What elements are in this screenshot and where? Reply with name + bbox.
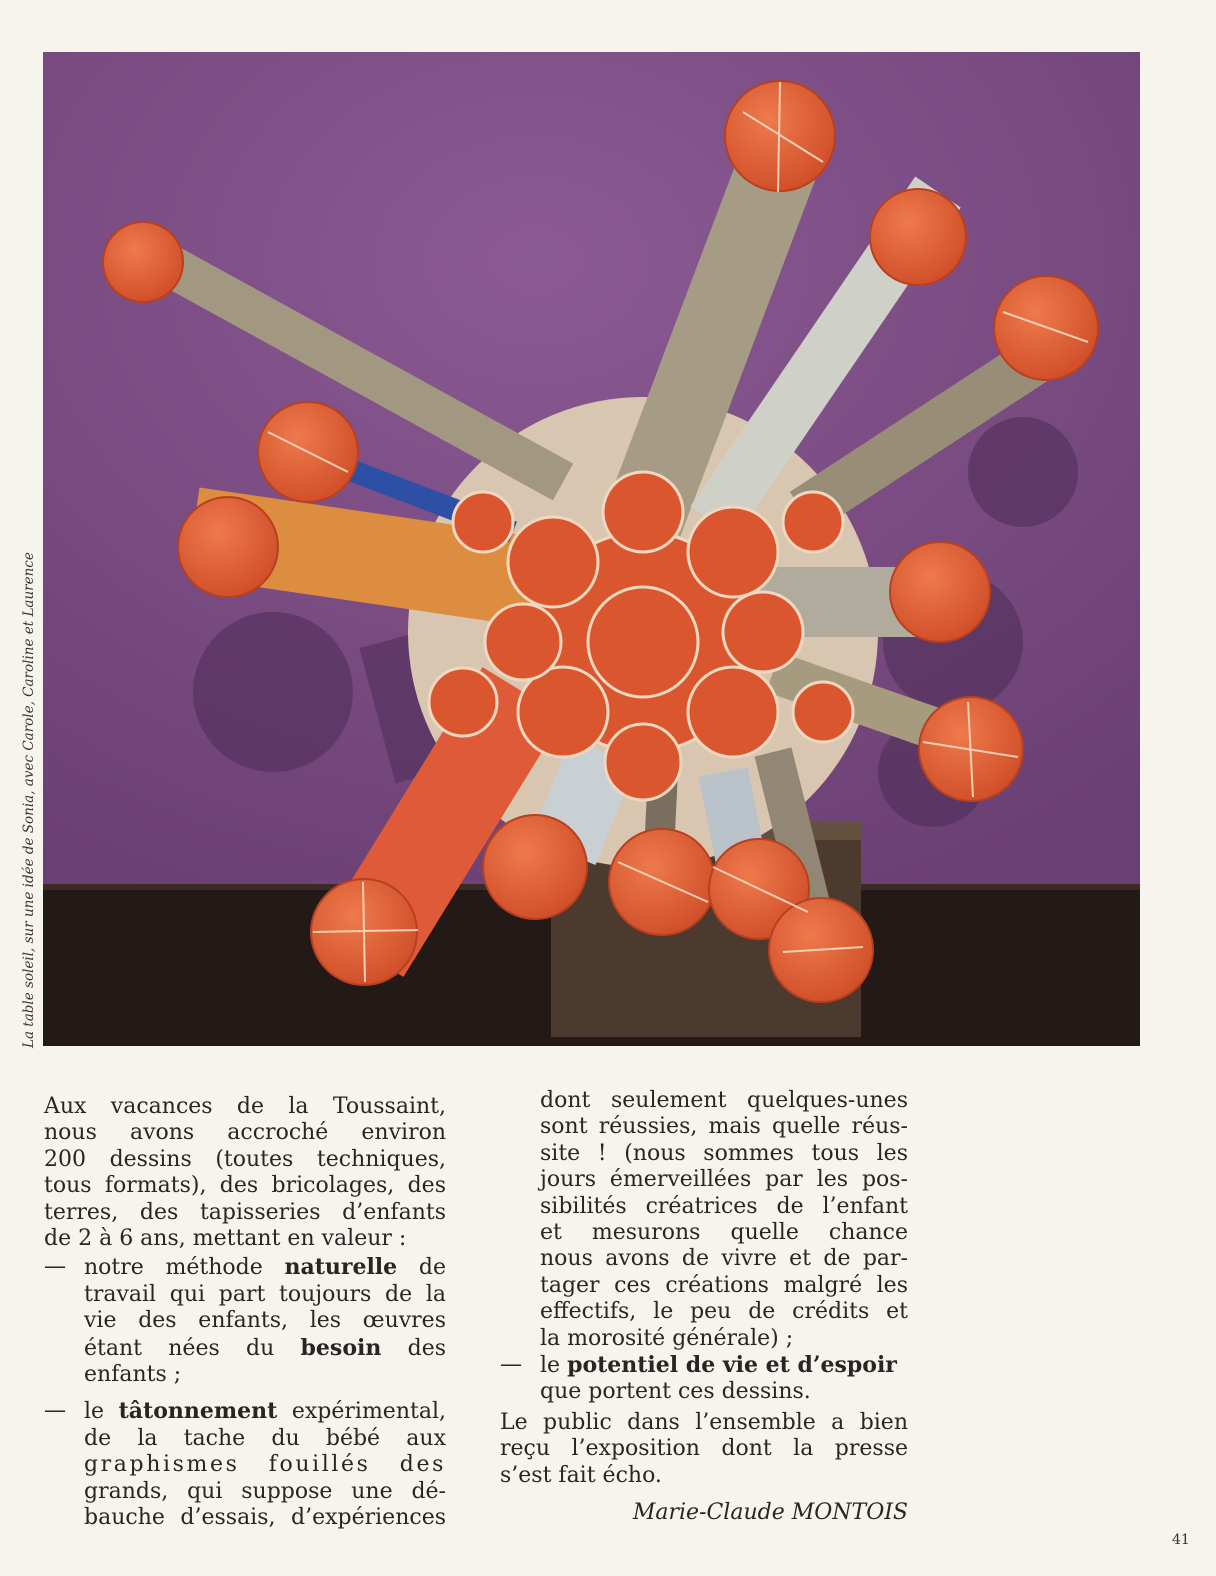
- text-line: de la tache du bébé aux: [84, 1425, 446, 1451]
- intro-line: de 2 à 6 ans, mettant en valeur :: [44, 1226, 407, 1252]
- closing-paragraph: [500, 1410, 908, 1489]
- bold-naturelle: naturelle: [284, 1254, 398, 1281]
- text-line: effectifs, le peu de crédits et: [540, 1299, 908, 1325]
- list-item-potentiel: — le potentiel de vie et d’espoir que portent ces dessins.: [500, 1352, 908, 1406]
- dash: —: [44, 1398, 66, 1424]
- text-line: et mesurons quelle chance: [540, 1220, 908, 1246]
- text-line: que portent ces dessins.: [540, 1379, 811, 1405]
- text-line: la morosité générale) ;: [540, 1325, 794, 1351]
- text-line: jours émerveillées par les pos-: [540, 1167, 908, 1193]
- photo-caption-wrap: [16, 500, 42, 1048]
- text-line: s’est fait écho.: [500, 1462, 662, 1488]
- intro-line: 200 dessins (toutes techniques,: [44, 1146, 446, 1172]
- author-signature: Marie-Claude MONTOIS: [632, 1500, 908, 1525]
- text-line: bauche d’essais, d’expériences: [84, 1505, 446, 1531]
- list-item-tatonnement: — le tâtonnement expérimental, de la tache du bébé aux graphismes fouillés des grands, qui suppose une dé- bauche d’essais, d’expériences: [44, 1398, 446, 1531]
- bold-tatonnement: tâtonnement: [118, 1398, 278, 1425]
- intro-line: tous formats), des bricolages, des: [44, 1173, 446, 1199]
- dash: —: [44, 1254, 66, 1280]
- page-number: 41: [1172, 1532, 1190, 1548]
- article-column-2: [500, 1088, 908, 1489]
- photo-table-soleil: [43, 52, 1140, 1046]
- continuation-block: [500, 1088, 908, 1352]
- text-line: nous avons de vivre et de par-: [540, 1246, 908, 1272]
- text-line: sont réussies, mais quelle réus-: [540, 1114, 908, 1140]
- text-line: Le public dans l’ensemble a bien: [500, 1409, 908, 1435]
- bold-potentiel: potentiel de vie et d’espoir: [567, 1352, 897, 1379]
- text-line: reçu l’exposition dont la presse: [500, 1436, 908, 1462]
- text-line: graphismes fouillés des: [84, 1452, 446, 1478]
- text-line: grands, qui suppose une dé-: [84, 1478, 446, 1504]
- bold-besoin: besoin: [300, 1334, 382, 1361]
- dash: —: [500, 1352, 522, 1378]
- text-line: site ! (nous sommes tous les: [540, 1140, 908, 1166]
- text-line: tager ces créations malgré les: [540, 1272, 908, 1298]
- intro-line: nous avons accroché environ: [44, 1120, 446, 1146]
- text-line: dont seulement quelques-unes: [540, 1088, 908, 1113]
- article-column-1: [44, 1094, 446, 1532]
- intro-line: Aux vacances de la Toussaint,: [44, 1094, 446, 1119]
- intro-line: terres, des tapisseries d’enfants: [44, 1199, 446, 1225]
- photo-caption: La table soleil, sur une idée de Sonia, avec Carole, Caroline et Laurence: [21, 552, 37, 1048]
- sculpture-illustration: [43, 52, 1140, 1046]
- text-line: sibilités créatrices de l’enfant: [540, 1193, 908, 1219]
- list-item-methode: — notre méthode naturelle de travail qui part toujours de la vie des enfants, les œuvres étant nées du besoin des enfants ;: [44, 1254, 447, 1388]
